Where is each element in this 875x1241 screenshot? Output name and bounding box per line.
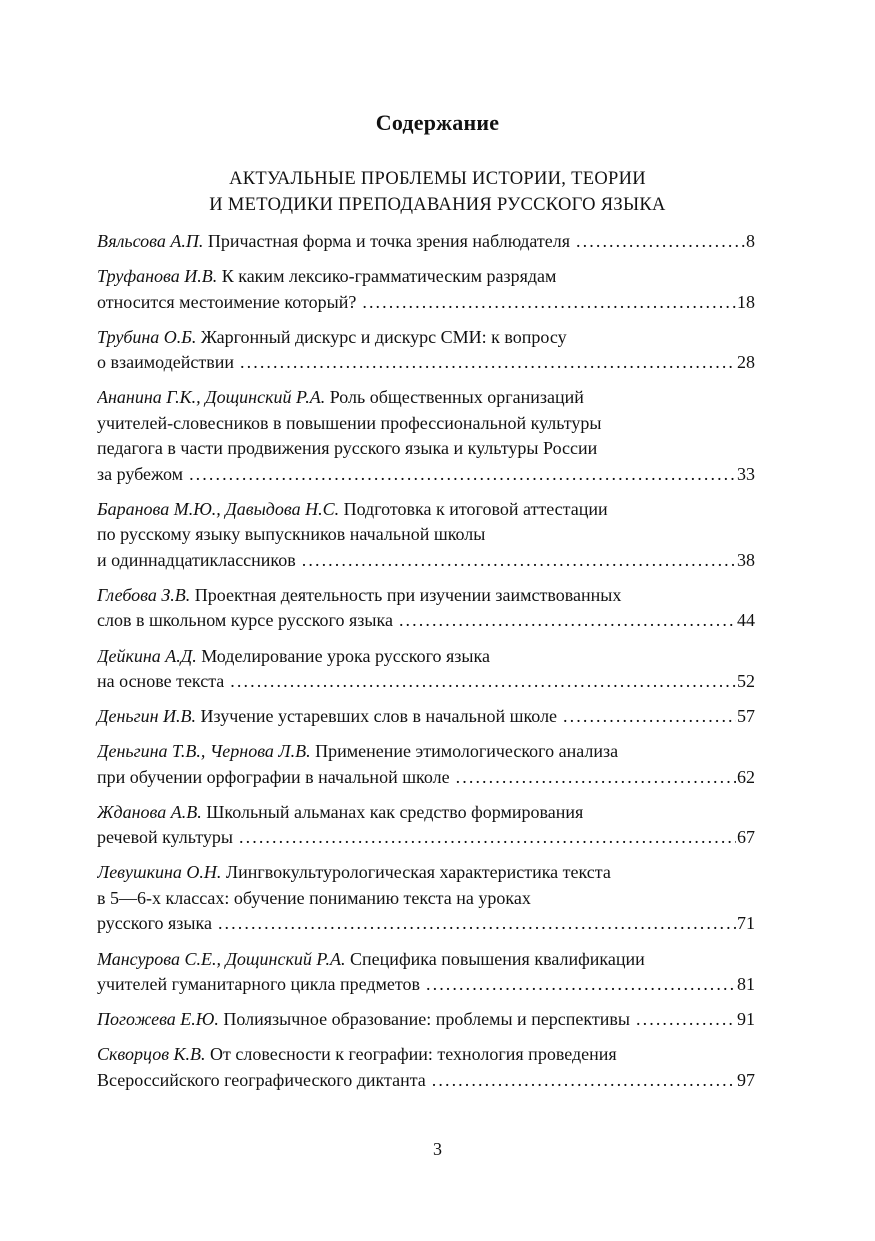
dot-leader [399,608,736,634]
toc-page-number: 91 [737,1009,755,1030]
toc-entry-line [97,290,755,316]
toc-entry-line [97,911,755,937]
toc-entry [97,739,755,790]
toc-author: Вяльсова А.П. [97,231,204,251]
toc-title-text: Школьный альманах как средство формирования [206,801,584,822]
dot-leader [239,825,736,851]
toc-entry [97,385,755,487]
toc-entry-line [97,462,755,488]
toc-author: Погожева Е.Ю. [97,1009,219,1030]
toc-entry [97,229,755,255]
toc-title-text: К каким лексико-грамматическим разрядам [221,266,557,287]
toc-title-text: при обучении орфографии в начальной школе [97,766,450,787]
toc-title-text: на основе текста [97,671,225,692]
toc-page-number: 97 [737,1069,755,1090]
toc-entry [97,583,755,634]
toc-entry-line [97,1068,755,1094]
toc-title-text: Всероссийского географического диктанта [97,1069,426,1090]
toc-author: Ананина Г.К., Дощинский Р.А. [97,387,326,408]
toc-entry [97,704,755,730]
toc-title-text: за рубежом [97,463,184,484]
dot-leader [576,229,745,255]
toc-entry [97,325,755,376]
toc-entry-line [97,411,755,437]
toc-author: Дейкина А.Д. [97,645,197,666]
toc-entry-line [97,886,755,912]
toc-author: Труфанова И.В. [97,266,218,287]
toc-title-text: От словесности к географии: технология проведения [209,1044,617,1065]
toc-title-text: учителей гуманитарного цикла предметов [97,974,420,995]
toc-entry-line [97,825,755,851]
toc-page-number: 28 [737,352,755,373]
toc-title-text: и одиннадцатиклассников [97,549,296,570]
toc-entry [97,1007,755,1033]
toc-entry-line [97,548,755,574]
toc-title-text: слов в школьном курсе русского языка [97,610,393,631]
toc-author: Деньгин И.В. [97,706,197,727]
toc-entry [97,644,755,695]
toc-entry-line [97,436,755,462]
toc-page-number: 67 [737,827,755,848]
toc-entry-line [97,704,755,730]
toc-entry-line [97,644,755,670]
toc-entry-line [97,739,755,765]
toc-entry-line [97,229,755,255]
toc-entry-line [97,497,755,523]
toc-title-text: Применение этимологического анализа [315,741,619,762]
toc-author: Деньгина Т.В., Чернова Л.В. [97,741,311,762]
toc-title-text: Специфика повышения квалификации [350,948,645,969]
dot-leader [456,765,736,791]
toc-entry-line [97,522,755,548]
toc-page-number: 18 [737,291,755,312]
toc-entry-line [97,350,755,376]
page-number: 3 [433,1139,442,1159]
toc-entry [97,1042,755,1093]
toc-title-text: Жаргонный дискурс и дискурс СМИ: к вопросу [200,326,567,347]
toc-title-text: Лингвокультурологическая характеристика текста [225,862,611,883]
toc-entry-line [97,947,755,973]
toc-entry-line [97,608,755,634]
toc-entry-line [97,765,755,791]
toc-entry-line [97,860,755,886]
toc-entry-line [97,669,755,695]
dot-leader [189,462,736,488]
toc-page-number: 52 [737,671,755,692]
table-of-contents [97,229,755,1103]
toc-entry [97,497,755,574]
toc-entry-line [97,583,755,609]
toc-page-number: 57 [737,706,755,727]
toc-page-number: 62 [737,766,755,787]
section-heading-line: АКТУАЛЬНЫЕ ПРОБЛЕМЫ ИСТОРИИ, ТЕОРИИ [229,169,646,189]
section-heading [0,166,875,218]
toc-title-text: в 5—6-х классах: обучение пониманию текста на уроках [97,887,531,908]
page-title: Содержание [375,110,500,135]
toc-entry-line [97,800,755,826]
toc-title-text: по русскому языку выпускников начальной школы [97,524,486,545]
toc-title-text: учителей-словесников в повышении профессиональной культуры [97,412,602,433]
toc-page-number: 71 [737,913,755,934]
dot-leader [240,350,736,376]
toc-title-text: Подготовка к итоговой аттестации [343,498,608,519]
toc-page-number: 33 [737,463,755,484]
toc-entry-line [97,1007,755,1033]
toc-title-text: Изучение устаревших слов в начальной школе [200,706,558,727]
toc-title-text: педагога в части продвижения русского языка и культуры России [97,438,598,459]
toc-entry-line [97,1042,755,1068]
dot-leader [563,704,736,730]
toc-author: Скворцов К.В. [97,1044,206,1065]
toc-entry [97,800,755,851]
toc-author: Левушкина О.Н. [97,862,222,883]
toc-page-number: 44 [737,610,755,631]
toc-author: Жданова А.В. [97,801,202,822]
toc-entry [97,947,755,998]
dot-leader [636,1007,736,1033]
toc-entry-line [97,385,755,411]
section-heading-line: И МЕТОДИКИ ПРЕПОДАВАНИЯ РУССКОГО ЯЗЫКА [209,195,666,215]
toc-author: Трубина О.Б. [97,326,197,347]
toc-author: Глебова З.В. [97,584,191,605]
dot-leader [426,972,736,998]
toc-entry-line [97,264,755,290]
toc-page-number: 38 [737,549,755,570]
toc-title-text: Причастная форма и точка зрения наблюдателя [207,231,571,251]
toc-entry [97,264,755,315]
dot-leader [432,1068,736,1094]
toc-title-text: Роль общественных организаций [329,387,584,408]
toc-author: Баранова М.Ю., Давыдова Н.С. [97,498,340,519]
dot-leader [230,669,736,695]
toc-page-number: 8 [746,231,755,251]
toc-author: Мансурова С.Е., Дощинский Р.А. [97,948,346,969]
toc-title-text: русского языка [97,913,212,934]
toc-entry-line [97,972,755,998]
toc-title-text: Проектная деятельность при изучении заимствованных [194,584,622,605]
dot-leader [218,911,736,937]
toc-title-text: о взаимодействии [97,352,235,373]
toc-entry-line [97,325,755,351]
toc-page-number: 81 [737,974,755,995]
toc-title-text: речевой культуры [97,827,234,848]
dot-leader [302,548,736,574]
toc-title-text: относится местоимение который? [97,291,357,312]
dot-leader [362,290,736,316]
toc-entry [97,860,755,937]
toc-title-text: Моделирование урока русского языка [201,645,490,666]
toc-title-text: Полиязычное образование: проблемы и перспективы [223,1009,631,1030]
